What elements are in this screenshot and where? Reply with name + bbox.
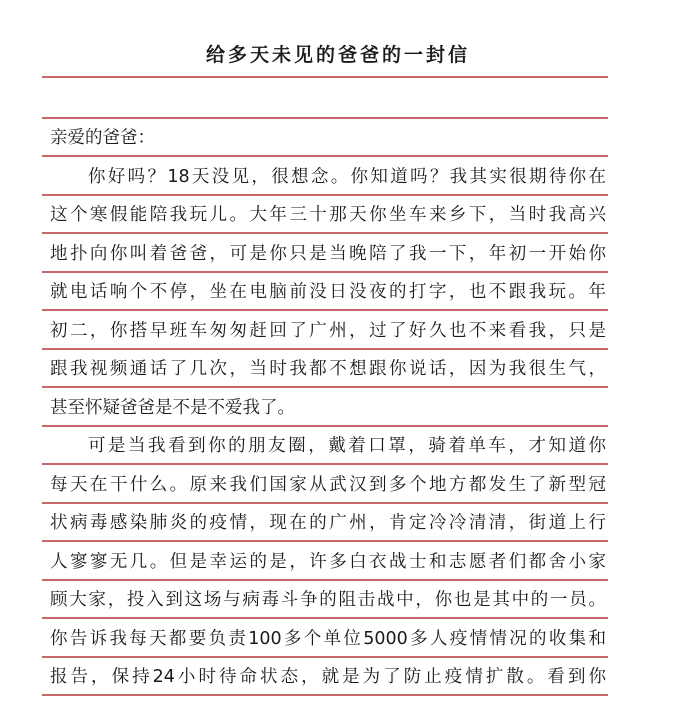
rule-line bbox=[42, 694, 608, 696]
letter-line: 这个寒假能陪我玩儿。大年三十那天你坐车来乡下，当时我高兴 bbox=[50, 205, 606, 225]
rule-line bbox=[42, 155, 608, 157]
rule-line bbox=[42, 579, 608, 581]
rule-line bbox=[42, 502, 608, 504]
rule-line bbox=[42, 386, 608, 388]
rule-line bbox=[42, 540, 608, 542]
letter-line: 甚至怀疑爸爸是不是不爱我了。 bbox=[50, 398, 295, 418]
letter-title: 给多天未见的爸爸的一封信 bbox=[205, 44, 470, 66]
letter-line: 报告，保持24小时待命状态，就是为了防止疫情扩散。看到你 bbox=[50, 667, 606, 687]
rule-line bbox=[42, 309, 608, 311]
rule-line bbox=[42, 617, 608, 619]
letter-line: 初二，你搭早班车匆匆赶回了广州，过了好久也不来看我，只是 bbox=[50, 321, 606, 341]
rule-line bbox=[42, 117, 608, 119]
letter-line: 每天在干什么。原来我们国家从武汉到多个地方都发生了新型冠 bbox=[50, 475, 606, 495]
letter-line: 顾大家，投入到这场与病毒斗争的阻击战中，你也是其中的一员。 bbox=[50, 590, 606, 610]
rule-line bbox=[42, 656, 608, 658]
letter-line: 你好吗？18天没见，很想念。你知道吗？我其实很期待你在 bbox=[88, 167, 606, 187]
rule-line bbox=[42, 271, 608, 273]
rule-line bbox=[42, 348, 608, 350]
letter-line: 地扑向你叫着爸爸，可是你只是当晚陪了我一下，年初一开始你 bbox=[50, 244, 606, 264]
letter-line: 你告诉我每天都要负责100多个单位5000多人疫情情况的收集和 bbox=[50, 629, 606, 649]
letter-line: 就电话响个不停，坐在电脑前没日没夜的打字，也不跟我玩。年 bbox=[50, 282, 606, 302]
letter-line: 人寥寥无几。但是幸运的是，许多白衣战士和志愿者们都舍小家 bbox=[50, 552, 606, 572]
rule-line bbox=[42, 425, 608, 427]
letter-line: 跟我视频通话了几次，当时我都不想跟你说话，因为我很生气， bbox=[50, 359, 606, 379]
letter-line: 可是当我看到你的朋友圈，戴着口罩，骑着单车，才知道你 bbox=[88, 436, 606, 456]
rule-line bbox=[42, 76, 608, 78]
rule-line bbox=[42, 194, 608, 196]
rule-line bbox=[42, 463, 608, 465]
rule-line bbox=[42, 232, 608, 234]
letter-line: 状病毒感染肺炎的疫情，现在的广州，肯定冷冷清清，街道上行 bbox=[50, 513, 606, 533]
letter-salutation: 亲爱的爸爸： bbox=[50, 128, 155, 148]
